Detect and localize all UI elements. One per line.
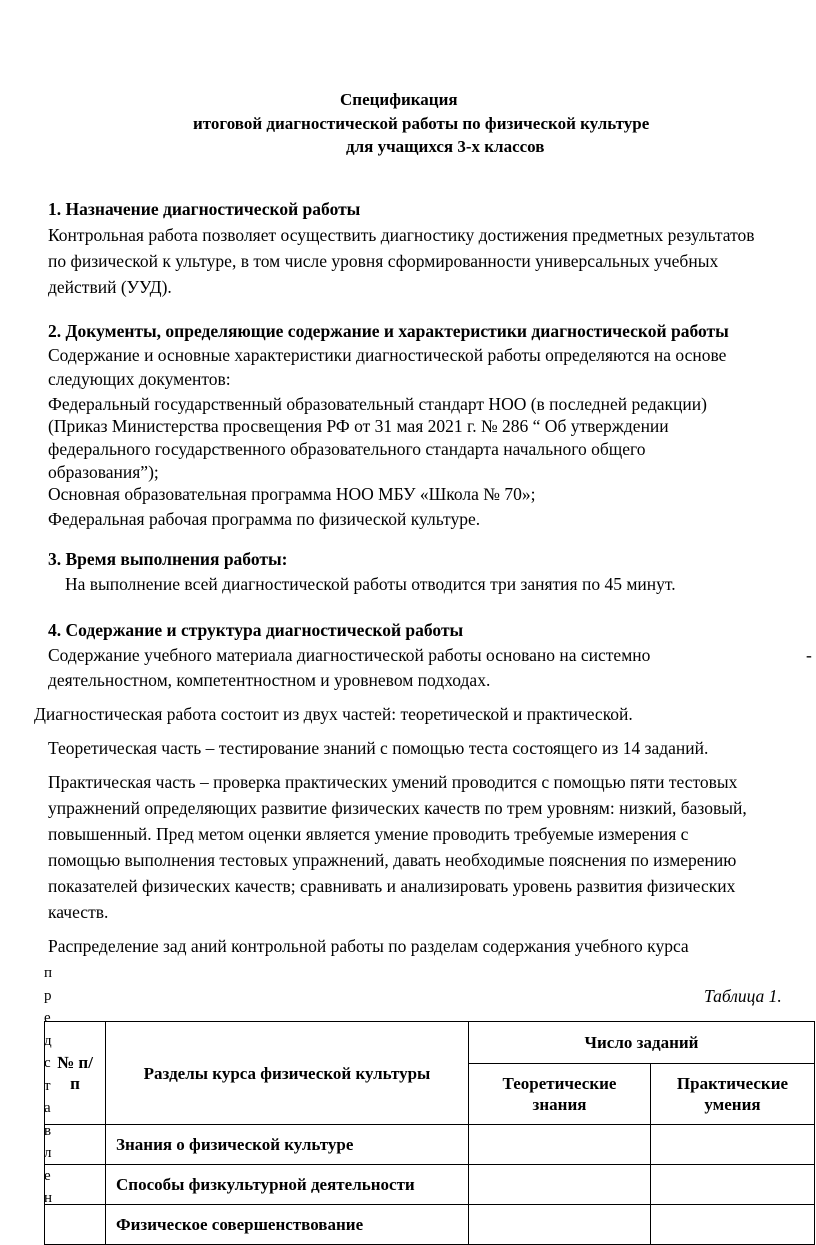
table-cell-theory bbox=[469, 1165, 651, 1205]
paragraph-line: Распределение зад аний контрольной работы по разделам содержания учебного курса bbox=[48, 936, 689, 956]
table-header-theory: Теоретические знания bbox=[469, 1064, 651, 1125]
paragraph-line: действий (УУД). bbox=[48, 277, 172, 297]
vertical-letter: а bbox=[44, 1100, 51, 1116]
table-caption: Таблица 1. bbox=[704, 986, 782, 1006]
table-row bbox=[45, 1205, 815, 1245]
paragraph-line: Федеральная рабочая программа по физической культуре. bbox=[48, 509, 481, 529]
paragraph-line: образования”); bbox=[48, 462, 159, 482]
hyphen-fragment: - bbox=[806, 645, 812, 665]
vertical-letter: п bbox=[44, 965, 53, 981]
table-header-section: Разделы курса физической культуры bbox=[106, 1022, 469, 1125]
vertical-letter: е bbox=[44, 1010, 51, 1026]
paragraph-line: деятельностном, компетентностном и уровневом подходах. bbox=[48, 670, 491, 690]
section-1-heading: 1. Назначение диагностической работы bbox=[48, 199, 361, 219]
doc-title: Спецификация bbox=[340, 90, 458, 109]
vertical-letter: в bbox=[44, 1122, 52, 1139]
vertical-letter: е bbox=[44, 1167, 51, 1184]
content-distribution-table bbox=[44, 1021, 815, 1245]
paragraph-line: Теоретическая часть – тестирование знаний с помощью теста состоящего из 14 заданий. bbox=[48, 738, 709, 758]
table-header-practice: Практические умения bbox=[651, 1064, 815, 1125]
paragraph-line: показателей физических качеств; сравнивать и анализировать уровень развития физических bbox=[48, 876, 736, 896]
doc-subtitle-audience: для учащихся 3-х классов bbox=[346, 137, 545, 156]
paragraph-line: Основная образовательная программа НОО МБУ «Школа № 70»; bbox=[48, 484, 536, 504]
paragraph-line: помощью выполнения тестовых упражнений, давать необходимые пояснения по измерению bbox=[48, 850, 737, 870]
table-row bbox=[45, 1165, 815, 1205]
paragraph-line: На выполнение всей диагностической работы отводится три занятия по 45 минут. bbox=[65, 574, 676, 594]
vertical-letter: р bbox=[44, 987, 52, 1004]
table-cell-section: Физическое совершенствование bbox=[106, 1205, 469, 1245]
paragraph-line: Контрольная работа позволяет осуществить диагностику достижения предметных результатов bbox=[48, 225, 755, 245]
paragraph-line: Федеральный государственный образовательный стандарт НОО (в последней редакции) bbox=[48, 394, 707, 414]
table-cell-theory bbox=[469, 1125, 651, 1165]
paragraph-line: Практическая часть – проверка практических умений проводится с помощью пяти тестовых bbox=[48, 772, 738, 792]
table-row bbox=[45, 1125, 815, 1165]
vertical-letter: н bbox=[44, 1190, 53, 1206]
paragraph-line: Диагностическая работа состоит из двух частей: теоретической и практической. bbox=[34, 704, 633, 724]
paragraph-line: Содержание учебного материала диагностической работы основано на системно bbox=[48, 645, 651, 665]
paragraph-line: качеств. bbox=[48, 902, 109, 922]
section-3-heading: 3. Время выполнения работы: bbox=[48, 549, 288, 569]
table-cell-practice bbox=[651, 1125, 815, 1165]
table-cell-practice bbox=[651, 1205, 815, 1245]
vertical-letter: т bbox=[44, 1077, 51, 1094]
paragraph-line: по физической к ультуре, в том числе уровня сформированности универсальных учебных bbox=[48, 251, 719, 271]
table-header-num: № п/п bbox=[45, 1022, 106, 1125]
table-cell-section: Знания о физической культуре bbox=[106, 1125, 469, 1165]
vertical-letter: л bbox=[44, 1145, 52, 1161]
paragraph-line: Содержание и основные характеристики диагностической работы определяются на основе bbox=[48, 345, 727, 365]
section-2-heading: 2. Документы, определяющие содержание и характеристики диагностической работы bbox=[48, 321, 729, 341]
paragraph-line: федерального государственного образовательного стандарта начального общего bbox=[48, 439, 646, 459]
paragraph-line: следующих документов: bbox=[48, 369, 231, 389]
section-4-heading: 4. Содержание и структура диагностической работы bbox=[48, 620, 464, 640]
paragraph-line: упражнений определяющих развитие физических качеств по трем уровням: низкий, базовый, bbox=[48, 798, 747, 818]
table-cell-num bbox=[45, 1205, 106, 1245]
doc-subtitle: итоговой диагностической работы по физической культуре bbox=[193, 114, 650, 133]
table-cell-theory bbox=[469, 1205, 651, 1245]
paragraph-line: повышенный. Пред метом оценки является умение проводить требуемые измерения с bbox=[48, 824, 689, 844]
table-cell-section: Способы физкультурной деятельности bbox=[106, 1165, 469, 1205]
paragraph-line: (Приказ Министерства просвещения РФ от 31 мая 2021 г. № 286 “ Об утверждении bbox=[48, 416, 669, 436]
table-cell-practice bbox=[651, 1165, 815, 1205]
vertical-letter: с bbox=[44, 1055, 51, 1071]
table-header-task-count: Число заданий bbox=[469, 1022, 815, 1064]
vertical-text-fragment bbox=[44, 962, 58, 1210]
vertical-letter: д bbox=[44, 1032, 52, 1049]
